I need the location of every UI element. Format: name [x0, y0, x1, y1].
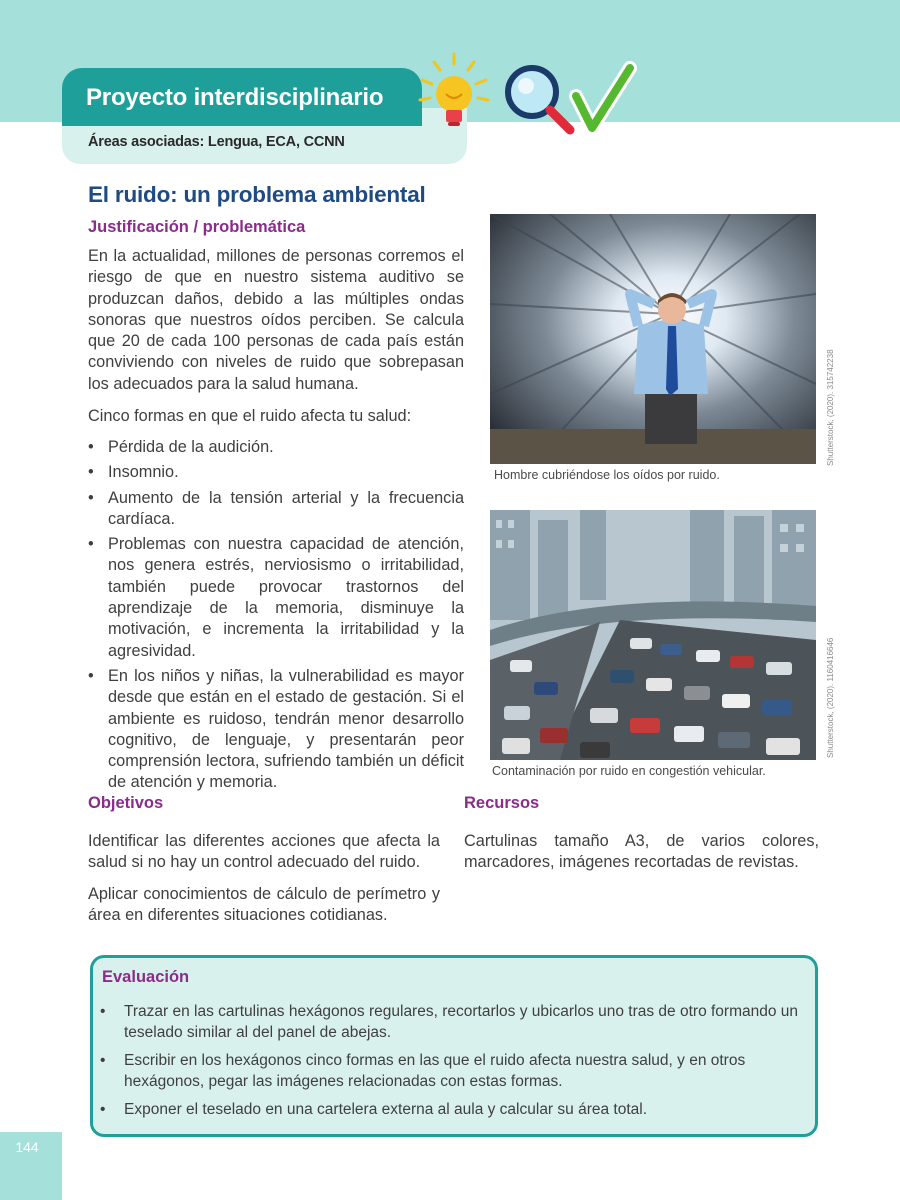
lightbulb-icon — [420, 54, 488, 126]
list-item: • Pérdida de la audición. — [88, 437, 464, 458]
health-effects-list — [88, 437, 464, 798]
resources-text: Cartulinas tamaño A3, de varios colores, marcadores, imágenes recortadas de revistas. — [464, 832, 819, 872]
list-item: • Trazar en las cartulinas hexágonos regulares, recortarlos y ubicarlos uno tras de otro formando un teselado similar al del panel de abejas. — [100, 1002, 800, 1043]
page-number: 144 — [15, 1139, 39, 1155]
evaluation-heading: Evaluación — [102, 968, 190, 986]
list-item: • Aumento de la tensión arterial y la frecuencia cardíaca. — [88, 488, 464, 531]
list-item: • Exponer el teselado en una cartelera externa al aula y calcular su área total. — [100, 1100, 800, 1121]
associated-areas: Áreas asociadas: Lengua, ECA, CCNN — [88, 134, 345, 150]
objective-item: Identificar las diferentes acciones que afecta la salud si no hay un control adecuado del ruido. — [88, 832, 440, 872]
list-item: • Escribir en los hexágonos cinco formas en las que el ruido afecta nuestra salud, y en otros hexágonos, pegar las imágenes relacionadas con estas formas. — [100, 1051, 800, 1092]
photo-caption: Hombre cubriéndose los oídos por ruido. — [494, 468, 720, 482]
list-item: • En los niños y niñas, la vulnerabilidad es mayor desde que están en el estado de gestación. Si el ambiente es ruidoso, tendrán menor desarrollo cognitivo, de lenguaje, y presentarán peor comprensión lectora, sufriendo también un déficit de atención y memoria. — [88, 666, 464, 794]
objectives-heading: Objetivos — [88, 794, 164, 812]
resources-heading: Recursos — [464, 794, 540, 812]
evaluation-list — [100, 1002, 800, 1129]
photo-credit: Shutterstock, (2020). 1160416646 — [826, 637, 835, 758]
magnifier-icon — [508, 68, 570, 130]
page-title: El ruido: un problema ambiental — [88, 182, 426, 207]
header-decoration — [408, 44, 638, 144]
justification-paragraph: En la actualidad, millones de personas corremos el riesgo de que en nuestro sistema auditivo se produzcan daños, debido a las múltiples ondas sonoras que nuestros oídos perciben. Se calcula que 20 de cada 100 personas de cada país están conviviendo con niveles de ruido que sobrepasan los adecuados para la salud humana. — [88, 247, 464, 393]
photo-caption: Contaminación por ruido en congestión vehicular. — [492, 764, 766, 778]
checkmark-icon — [576, 68, 630, 128]
list-item: • Problemas con nuestra capacidad de atención, nos genera estrés, nerviosismo o irritabilidad, también puede provocar trastornos del aprendizaje de la memoria, disminuye la motivación, e incrementa la irritabilidad y la agresividad. — [88, 534, 464, 662]
list-item: • Insomnio. — [88, 462, 464, 483]
photo-credit: Shutterstock, (2020). 315742238 — [826, 349, 835, 466]
justification-heading: Justificación / problemática — [88, 218, 306, 236]
photo-man-covering-ears — [490, 214, 816, 464]
objective-item: Aplicar conocimientos de cálculo de perímetro y área en diferentes situaciones cotidianas. — [88, 885, 440, 925]
list-intro: Cinco formas en que el ruido afecta tu salud: — [88, 407, 412, 425]
banner-title: Proyecto interdisciplinario — [86, 84, 384, 111]
photo-traffic-jam — [490, 510, 816, 760]
